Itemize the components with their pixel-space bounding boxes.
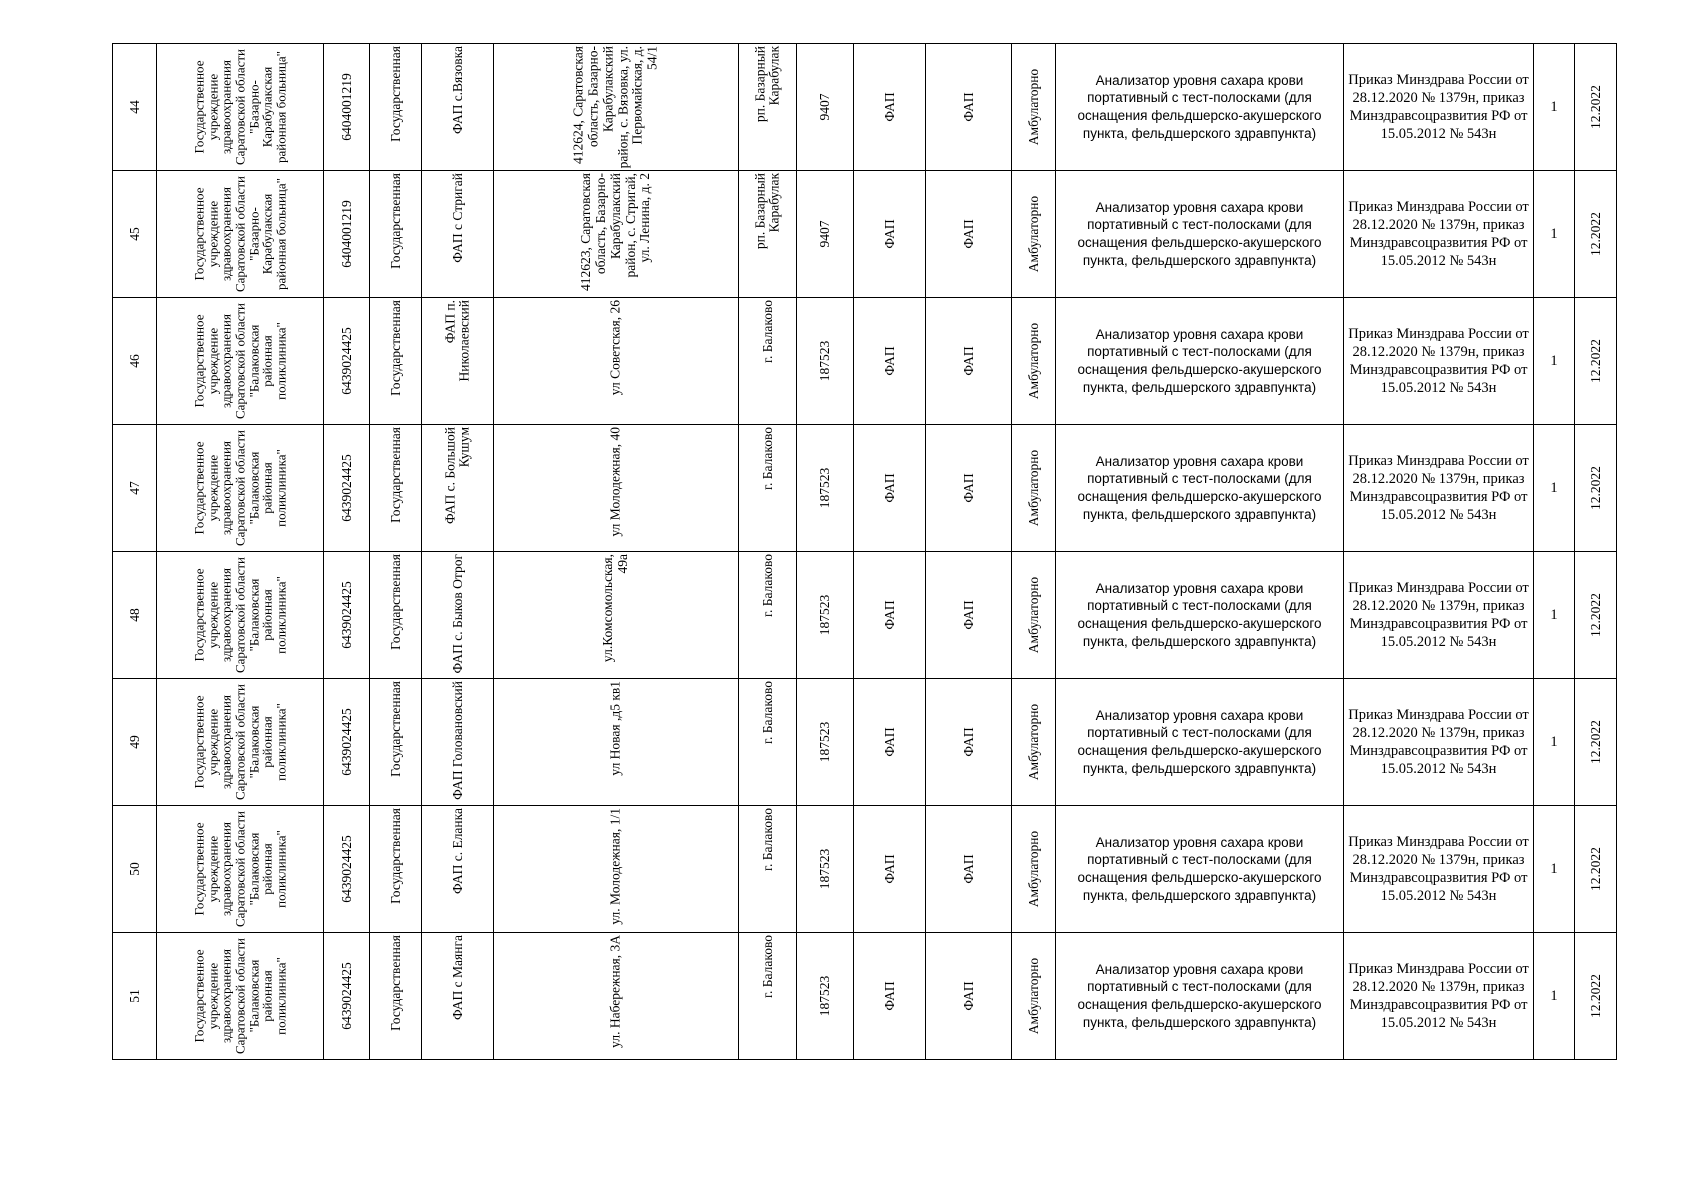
population-cell [797,933,854,1060]
fap-name: ФАП с Маянга [449,935,465,1021]
fap-name-cell [422,44,494,171]
delivery-date: 12.2022 [1587,847,1603,891]
care-mode: Амбулаторно [1025,830,1041,908]
row-number: 46 [126,354,142,368]
delivery-date: 12.2022 [1587,85,1603,129]
settlement-cell [739,679,797,806]
quantity-cell [1534,933,1575,1060]
quantity: 1 [1550,225,1558,242]
care-mode: Амбулаторно [1025,68,1041,146]
equipment-description: Анализатор уровня сахара крови портативный с тест-полосками (для оснащения фельдшерско-акушерского пункта, фельдшерского здравпункта) [1077,580,1322,649]
fap-name: ФАП п. Николаевский [442,300,472,382]
care-mode-cell [1012,933,1056,1060]
row-number-cell [113,171,157,298]
settlement: г. Балаково [759,427,775,491]
equipment-description-cell [1056,44,1344,171]
equipment-description-cell [1056,171,1344,298]
unit-subtype: ФАП [960,727,976,757]
care-mode-cell [1012,298,1056,425]
table-row [113,425,1617,552]
fap-address-cell [494,425,739,552]
fap-name: ФАП с. Большой Кушум [442,427,472,525]
unit-type: ФАП [881,346,897,376]
settlement-cell [739,933,797,1060]
quantity-cell [1534,298,1575,425]
organization-name: Государственное учреждение здравоохранения Саратовской области "Базарно-Карабулакская районная больница" [191,48,289,166]
regulatory-order-cell [1344,171,1534,298]
unit-subtype-cell [926,806,1012,933]
fap-address: ул.Комсомольская, 49а [600,554,630,663]
unit-subtype-cell [926,933,1012,1060]
quantity-cell [1534,552,1575,679]
equipment-description: Анализатор уровня сахара крови портативный с тест-полосками (для оснащения фельдшерско-акушерского пункта, фельдшерского здравпункта) [1077,707,1322,776]
regulatory-order-cell [1344,806,1534,933]
regulatory-order: Приказ Минздрава России от 28.12.2020 № 1379н, приказ Минздравсоцразвития РФ от 15.05.2012 № 543н [1348,452,1529,524]
care-mode: Амбулаторно [1025,449,1041,527]
ownership-form: Государственная [387,427,403,523]
settlement-cell [739,552,797,679]
row-number: 50 [126,862,142,876]
settlement: г. Балаково [759,808,775,872]
delivery-date: 12.2022 [1587,212,1603,256]
table-body [113,44,1617,1060]
ownership-form-cell [370,933,422,1060]
ownership-form-cell [370,552,422,679]
care-mode: Амбулаторно [1025,322,1041,400]
regulatory-order: Приказ Минздрава России от 28.12.2020 № 1379н, приказ Минздравсоцразвития РФ от 15.05.2012 № 543н [1348,71,1529,143]
ownership-form-cell [370,679,422,806]
unit-type: ФАП [881,473,897,503]
quantity: 1 [1550,733,1558,750]
delivery-date: 12.2022 [1587,466,1603,510]
unit-type-cell [854,44,926,171]
delivery-date-cell [1575,679,1617,806]
care-mode-cell [1012,44,1056,171]
population: 187523 [816,975,832,1017]
regulatory-order: Приказ Минздрава России от 28.12.2020 № 1379н, приказ Минздравсоцразвития РФ от 15.05.2012 № 543н [1348,833,1529,905]
fap-name: ФАП с. Быков Отрог [449,554,465,674]
regulatory-order: Приказ Минздрава России от 28.12.2020 № 1379н, приказ Минздравсоцразвития РФ от 15.05.2012 № 543н [1348,325,1529,397]
organization-name-cell [157,44,324,171]
delivery-date: 12.2022 [1587,974,1603,1018]
unit-subtype-cell [926,298,1012,425]
fap-name: ФАП с. Еланка [449,808,465,894]
equipment-description-cell [1056,298,1344,425]
population: 9407 [816,220,832,248]
population: 187523 [816,594,832,636]
quantity: 1 [1550,98,1558,115]
organization-name-cell [157,806,324,933]
inn-code-cell [324,552,370,679]
equipment-description: Анализатор уровня сахара крови портативный с тест-полосками (для оснащения фельдшерско-акушерского пункта, фельдшерского здравпункта) [1077,453,1322,522]
organization-name-cell [157,552,324,679]
inn-code: 6439024425 [338,962,354,1030]
delivery-date-cell [1575,298,1617,425]
organization-name: Государственное учреждение здравоохранения Саратовской области "Балаковская районная поликлиника" [191,810,289,928]
organization-name: Государственное учреждение здравоохранения Саратовской области "Базарно-Карабулакская районная больница" [191,175,289,293]
quantity-cell [1534,44,1575,171]
table-row [113,298,1617,425]
unit-type-cell [854,298,926,425]
inn-code: 6404001219 [338,200,354,268]
table-row [113,552,1617,679]
ownership-form-cell [370,298,422,425]
ownership-form: Государственная [387,681,403,777]
quantity: 1 [1550,606,1558,623]
organization-name-cell [157,933,324,1060]
settlement: г. Балаково [759,300,775,364]
unit-subtype-cell [926,44,1012,171]
unit-type: ФАП [881,92,897,122]
unit-subtype-cell [926,425,1012,552]
fap-address: 412623, Саратовская область, Базарно-Карабулакский район, с. Стригай, ул. Ленина, д. 2 [577,173,653,291]
fap-address-cell [494,44,739,171]
fap-address-cell [494,679,739,806]
unit-subtype: ФАП [960,92,976,122]
inn-code-cell [324,425,370,552]
regulatory-order: Приказ Минздрава России от 28.12.2020 № 1379н, приказ Минздравсоцразвития РФ от 15.05.2012 № 543н [1348,706,1529,778]
organization-name: Государственное учреждение здравоохранения Саратовской области "Балаковская районная поликлиника" [191,683,289,801]
regulatory-order-cell [1344,298,1534,425]
unit-type-cell [854,171,926,298]
ownership-form: Государственная [387,46,403,142]
regulatory-order-cell [1344,679,1534,806]
equipment-description-cell [1056,933,1344,1060]
row-number-cell [113,298,157,425]
settlement: рп. Базарный Карабулак [752,46,782,123]
organization-name-cell [157,298,324,425]
equipment-description-cell [1056,552,1344,679]
care-mode-cell [1012,679,1056,806]
table-row [113,933,1617,1060]
quantity-cell [1534,171,1575,298]
delivery-date: 12.2022 [1587,593,1603,637]
regulatory-order: Приказ Минздрава России от 28.12.2020 № 1379н, приказ Минздравсоцразвития РФ от 15.05.2012 № 543н [1348,198,1529,270]
fap-address-cell [494,171,739,298]
table-row [113,44,1617,171]
organization-name-cell [157,679,324,806]
quantity: 1 [1550,352,1558,369]
inn-code-cell [324,679,370,806]
ownership-form-cell [370,171,422,298]
settlement-cell [739,298,797,425]
ownership-form: Государственная [387,554,403,650]
table-row [113,806,1617,933]
delivery-date-cell [1575,425,1617,552]
row-number-cell [113,552,157,679]
unit-subtype: ФАП [960,346,976,376]
delivery-date-cell [1575,806,1617,933]
unit-subtype-cell [926,171,1012,298]
unit-subtype-cell [926,552,1012,679]
inn-code: 6439024425 [338,708,354,776]
fap-address-cell [494,806,739,933]
unit-type-cell [854,679,926,806]
regulatory-order-cell [1344,552,1534,679]
row-number-cell [113,679,157,806]
delivery-date: 12.2022 [1587,720,1603,764]
equipment-description-cell [1056,425,1344,552]
unit-type-cell [854,552,926,679]
unit-subtype: ФАП [960,854,976,884]
fap-address-cell [494,933,739,1060]
population-cell [797,171,854,298]
fap-address: ул. Набережная, 3А [607,935,623,1048]
equipment-table [112,43,1617,1060]
settlement-cell [739,171,797,298]
quantity-cell [1534,425,1575,552]
population-cell [797,806,854,933]
inn-code: 6404001219 [338,73,354,141]
unit-type-cell [854,806,926,933]
fap-name: ФАП с Стригай [449,173,465,263]
population-cell [797,425,854,552]
unit-type: ФАП [881,981,897,1011]
row-number: 44 [126,100,142,114]
delivery-date-cell [1575,44,1617,171]
inn-code-cell [324,171,370,298]
fap-name: ФАП с.Вязовка [449,46,465,134]
care-mode: Амбулаторно [1025,703,1041,781]
regulatory-order: Приказ Минздрава России от 28.12.2020 № 1379н, приказ Минздравсоцразвития РФ от 15.05.2012 № 543н [1348,579,1529,651]
fap-name-cell [422,171,494,298]
ownership-form-cell [370,806,422,933]
equipment-description: Анализатор уровня сахара крови портативный с тест-полосками (для оснащения фельдшерско-акушерского пункта, фельдшерского здравпункта) [1077,834,1322,903]
care-mode: Амбулаторно [1025,576,1041,654]
delivery-date: 12.2022 [1587,339,1603,383]
equipment-description: Анализатор уровня сахара крови портативный с тест-полосками (для оснащения фельдшерско-акушерского пункта, фельдшерского здравпункта) [1077,326,1322,395]
population-cell [797,552,854,679]
unit-type: ФАП [881,600,897,630]
fap-address-cell [494,298,739,425]
equipment-description: Анализатор уровня сахара крови портативный с тест-полосками (для оснащения фельдшерско-акушерского пункта, фельдшерского здравпункта) [1077,72,1322,141]
fap-address: ул. Молодежная, 1/1 [607,808,623,925]
quantity-cell [1534,679,1575,806]
population: 9407 [816,93,832,121]
delivery-date-cell [1575,171,1617,298]
unit-type-cell [854,425,926,552]
settlement-cell [739,44,797,171]
population: 187523 [816,721,832,763]
settlement-cell [739,806,797,933]
fap-address: ул Молодежная, 40 [607,427,623,537]
organization-name: Государственное учреждение здравоохранения Саратовской области "Балаковская районная поликлиника" [191,556,289,674]
fap-address: 412624, Саратовская область, Базарно-Карабулакский район, с. Вязовка, ул. Первомайская, д. 54/1 [570,46,660,169]
fap-name-cell [422,933,494,1060]
quantity: 1 [1550,860,1558,877]
organization-name: Государственное учреждение здравоохранения Саратовской области "Балаковская районная поликлиника" [191,937,289,1055]
table-row [113,679,1617,806]
fap-address-cell [494,552,739,679]
quantity: 1 [1550,987,1558,1004]
unit-type: ФАП [881,854,897,884]
fap-name-cell [422,552,494,679]
ownership-form: Государственная [387,808,403,904]
unit-subtype: ФАП [960,219,976,249]
ownership-form: Государственная [387,173,403,269]
population: 187523 [816,467,832,509]
unit-type: ФАП [881,727,897,757]
care-mode-cell [1012,552,1056,679]
organization-name-cell [157,171,324,298]
equipment-description-cell [1056,806,1344,933]
organization-name: Государственное учреждение здравоохранения Саратовской области "Балаковская районная поликлиника" [191,302,289,420]
row-number-cell [113,425,157,552]
ownership-form: Государственная [387,935,403,1031]
row-number-cell [113,806,157,933]
care-mode-cell [1012,171,1056,298]
unit-type: ФАП [881,219,897,249]
fap-name-cell [422,806,494,933]
care-mode-cell [1012,425,1056,552]
settlement: г. Балаково [759,681,775,745]
equipment-description: Анализатор уровня сахара крови портативный с тест-полосками (для оснащения фельдшерско-акушерского пункта, фельдшерского здравпункта) [1077,961,1322,1030]
fap-name-cell [422,679,494,806]
care-mode: Амбулаторно [1025,957,1041,1035]
settlement: г. Балаково [759,554,775,618]
care-mode-cell [1012,806,1056,933]
population: 187523 [816,848,832,890]
regulatory-order-cell [1344,44,1534,171]
regulatory-order: Приказ Минздрава России от 28.12.2020 № 1379н, приказ Минздравсоцразвития РФ от 15.05.2012 № 543н [1348,960,1529,1032]
organization-name-cell [157,425,324,552]
unit-subtype-cell [926,679,1012,806]
settlement-cell [739,425,797,552]
row-number-cell [113,44,157,171]
row-number: 45 [126,227,142,241]
care-mode: Амбулаторно [1025,195,1041,273]
inn-code: 6439024425 [338,327,354,395]
row-number: 48 [126,608,142,622]
unit-type-cell [854,933,926,1060]
quantity-cell [1534,806,1575,933]
population: 187523 [816,340,832,382]
inn-code-cell [324,933,370,1060]
row-number: 51 [126,989,142,1003]
inn-code-cell [324,298,370,425]
inn-code: 6439024425 [338,454,354,522]
row-number-cell [113,933,157,1060]
fap-address: ул Советская, 26 [607,300,623,396]
regulatory-order-cell [1344,933,1534,1060]
unit-subtype: ФАП [960,981,976,1011]
row-number: 49 [126,735,142,749]
settlement: рп. Базарный Карабулак [752,173,782,250]
inn-code: 6439024425 [338,835,354,903]
delivery-date-cell [1575,552,1617,679]
fap-name-cell [422,298,494,425]
equipment-description: Анализатор уровня сахара крови портативный с тест-полосками (для оснащения фельдшерско-акушерского пункта, фельдшерского здравпункта) [1077,199,1322,268]
ownership-form-cell [370,44,422,171]
delivery-date-cell [1575,933,1617,1060]
unit-subtype: ФАП [960,600,976,630]
organization-name: Государственное учреждение здравоохранения Саратовской области "Балаковская районная поликлиника" [191,429,289,547]
population-cell [797,44,854,171]
fap-address: ул Новая ,д5 кв1 [607,681,623,776]
quantity: 1 [1550,479,1558,496]
row-number: 47 [126,481,142,495]
fap-name-cell [422,425,494,552]
regulatory-order-cell [1344,425,1534,552]
population-cell [797,679,854,806]
settlement: г. Балаково [759,935,775,999]
ownership-form-cell [370,425,422,552]
table-row [113,171,1617,298]
equipment-description-cell [1056,679,1344,806]
inn-code-cell [324,806,370,933]
ownership-form: Государственная [387,300,403,396]
unit-subtype: ФАП [960,473,976,503]
inn-code-cell [324,44,370,171]
population-cell [797,298,854,425]
inn-code: 6439024425 [338,581,354,649]
fap-name: ФАП Головановский [449,681,465,800]
